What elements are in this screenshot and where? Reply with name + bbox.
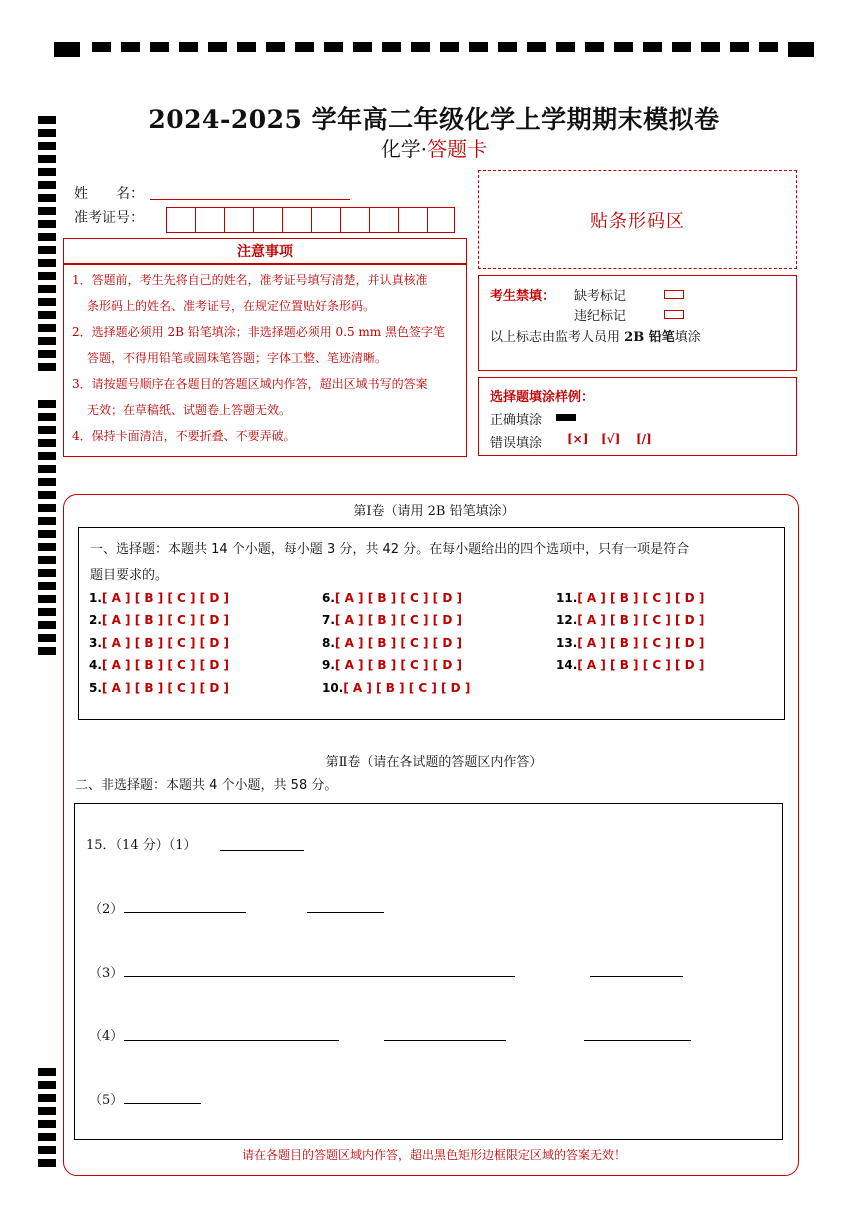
absent-mark-box[interactable] (664, 290, 684, 299)
question-number: 2. (89, 613, 102, 627)
question-number: 6. (322, 591, 335, 605)
violation-label: 违纪标记 (574, 309, 627, 324)
mc-question-1[interactable] (89, 591, 229, 605)
question-number: 14. (556, 658, 578, 672)
q15-5-answer-line[interactable] (124, 1103, 201, 1104)
proctor-note (490, 326, 701, 345)
wrong-fill-cross: [×] (567, 432, 589, 446)
answer-options[interactable]: [ A ] [ B ] [ C ] [ D ] (577, 636, 705, 650)
mc-question-11[interactable] (556, 591, 704, 605)
q15-5-label: （5） (89, 1093, 124, 1108)
subtitle-answer-card: 答题卡 (427, 137, 488, 161)
exam-id-label: 准考证号： (74, 210, 144, 226)
notice-item: 条形码上的姓名、准考证号，在规定位置贴好条形码。 (87, 299, 376, 313)
name-label: 姓 名： (74, 186, 144, 202)
barcode-area[interactable] (478, 170, 797, 269)
answer-options[interactable]: [ A ] [ B ] [ C ] [ D ] (334, 591, 462, 605)
answer-options[interactable]: [ A ] [ B ] [ C ] [ D ] (577, 613, 705, 627)
page-title: 2024-2025 学年高二年级化学上学期期末模拟卷 (148, 105, 720, 134)
question-number: 9. (322, 658, 335, 672)
part1-heading: 第Ⅰ卷（请用 2B 铅笔填涂） (353, 504, 515, 519)
exam-id-digit-box[interactable] (166, 207, 196, 233)
answer-options[interactable]: [ A ] [ B ] [ C ] [ D ] (334, 613, 462, 627)
part2-heading: 第Ⅱ卷（请在各试题的答题区内作答） (325, 755, 543, 770)
multiple-choice-box (78, 527, 785, 720)
q15-4-answer-line-a[interactable] (124, 1040, 339, 1041)
notice-body (63, 264, 467, 457)
name-field[interactable] (150, 199, 350, 200)
notice-item: 3．请按题号顺序在各题目的答题区域内作答，超出区域书写的答案 (72, 377, 428, 391)
q15-label: 15．（14 分）（1） (86, 838, 197, 853)
mc-question-7[interactable] (322, 613, 462, 627)
correct-fill-mark (556, 414, 576, 421)
answer-options[interactable]: [ A ] [ B ] [ C ] [ D ] (334, 636, 462, 650)
proctor-heading: 考生禁填： (490, 289, 556, 304)
question-number: 5. (89, 681, 102, 695)
mc-question-3[interactable] (89, 636, 229, 650)
answer-options[interactable]: [ A ] [ B ] [ C ] [ D ] (343, 681, 471, 695)
mc-question-13[interactable] (556, 636, 704, 650)
notice-item: 无效；在草稿纸、试题卷上答题无效。 (87, 403, 292, 417)
notice-item: 2．选择题必须用 2B 铅笔填涂；非选择题必须用 0.5 mm 黑色签字笔 (72, 325, 446, 339)
wrong-fill-check: [√] (601, 432, 621, 446)
answer-options[interactable]: [ A ] [ B ] [ C ] [ D ] (577, 591, 705, 605)
answer-options[interactable]: [ A ] [ B ] [ C ] [ D ] (577, 658, 705, 672)
proctor-note-pencil: 2B 铅笔 (624, 330, 675, 345)
answer-area-warning: 请在各题目的答题区域内作答，超出黑色矩形边框限定区域的答案无效！ (241, 1148, 626, 1162)
q15-1-answer-line[interactable] (220, 850, 304, 851)
mc-question-9[interactable] (322, 658, 462, 672)
answer-options[interactable]: [ A ] [ B ] [ C ] [ D ] (101, 591, 229, 605)
exam-id-digit-box[interactable] (224, 207, 254, 233)
answer-options[interactable]: [ A ] [ B ] [ C ] [ D ] (101, 636, 229, 650)
question-number: 11. (556, 591, 578, 605)
part1-intro-line2: 题目要求的。 (90, 568, 169, 583)
question-15-box (74, 803, 783, 1140)
mc-question-6[interactable] (322, 591, 462, 605)
q15-4-label: （4） (89, 1029, 124, 1044)
answer-options[interactable]: [ A ] [ B ] [ C ] [ D ] (101, 658, 229, 672)
part2-intro: 二、非选择题：本题共 4 个小题，共 58 分。 (75, 778, 338, 793)
fill-sample-heading: 选择题填涂样例： (490, 390, 595, 405)
answer-options[interactable]: [ A ] [ B ] [ C ] [ D ] (101, 681, 229, 695)
proctor-only-box (478, 275, 797, 371)
exam-id-digit-box[interactable] (369, 207, 399, 233)
violation-mark-box[interactable] (664, 310, 684, 319)
q15-2-label: （2） (89, 902, 124, 917)
notice-item: 答题，不得用铅笔或圆珠笔答题；字体工整、笔迹清晰。 (87, 351, 388, 365)
q15-3-label: （3） (89, 966, 124, 981)
notice-item: 4．保持卡面清洁，不要折叠、不要弄破。 (72, 429, 296, 443)
question-number: 7. (322, 613, 335, 627)
q15-2-answer-line-a[interactable] (124, 912, 246, 913)
proctor-note-prefix: 以上标志由监考人员用 (490, 330, 621, 345)
notice-item: 1．答题前，考生先将自己的姓名，准考证号填写清楚，并认真核准 (72, 273, 428, 287)
exam-id-digit-box[interactable] (398, 207, 428, 233)
question-number: 3. (89, 636, 102, 650)
mc-question-14[interactable] (556, 658, 704, 672)
question-number: 4. (89, 658, 102, 672)
q15-3-answer-line-b[interactable] (590, 976, 683, 977)
part1-intro-line1: 一、选择题：本题共 14 个小题，每小题 3 分，共 42 分。在每小题给出的四个选项中，只有一项是符合 (90, 542, 690, 557)
question-number: 10. (322, 681, 344, 695)
question-number: 1. (89, 591, 102, 605)
wrong-fill-slash: [/] (636, 432, 652, 446)
mc-question-8[interactable] (322, 636, 462, 650)
barcode-label: 贴条形码区 (590, 210, 685, 232)
fill-sample-box (478, 377, 797, 456)
wrong-fill-label: 错误填涂 (490, 436, 543, 451)
answer-options[interactable]: [ A ] [ B ] [ C ] [ D ] (101, 613, 229, 627)
notice-heading: 注意事项 (63, 238, 467, 264)
q15-2-answer-line-b[interactable] (307, 912, 384, 913)
exam-id-boxes (166, 207, 455, 233)
mc-question-2[interactable] (89, 613, 229, 627)
mc-question-12[interactable] (556, 613, 704, 627)
exam-id-digit-box[interactable] (195, 207, 225, 233)
exam-id-digit-box[interactable] (311, 207, 341, 233)
question-number: 12. (556, 613, 578, 627)
exam-id-digit-box[interactable] (427, 207, 455, 233)
question-number: 13. (556, 636, 578, 650)
exam-id-digit-box[interactable] (340, 207, 370, 233)
question-number: 8. (322, 636, 335, 650)
exam-id-digit-box[interactable] (253, 207, 283, 233)
page-subtitle (0, 133, 868, 162)
mc-question-10[interactable] (322, 681, 470, 695)
absent-label: 缺考标记 (574, 289, 627, 304)
mc-question-4[interactable] (89, 658, 229, 672)
q15-4-answer-line-c[interactable] (584, 1040, 691, 1041)
mc-question-5[interactable] (89, 681, 229, 695)
exam-id-digit-box[interactable] (282, 207, 312, 233)
q15-3-answer-line-a[interactable] (124, 976, 515, 977)
subtitle-subject: 化学· (380, 137, 428, 161)
proctor-note-suffix: 填涂 (674, 330, 701, 345)
q15-4-answer-line-b[interactable] (384, 1040, 506, 1041)
correct-fill-label: 正确填涂 (490, 413, 543, 428)
answer-options[interactable]: [ A ] [ B ] [ C ] [ D ] (334, 658, 462, 672)
